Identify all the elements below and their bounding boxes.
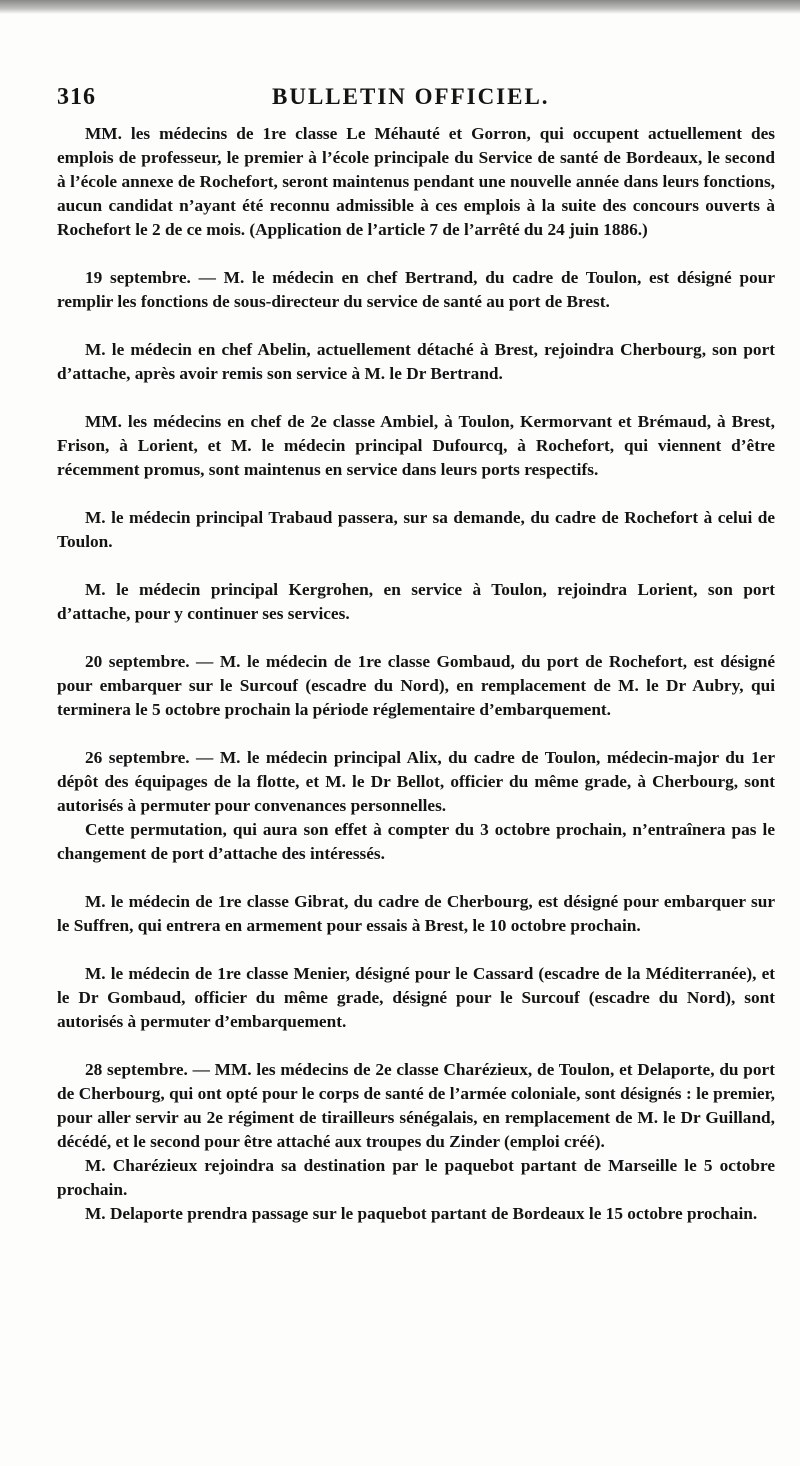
paragraph-charezieux: M. Charézieux rejoindra sa destination par le paquebot partant de Marseille le 5 octobre prochain. — [57, 1156, 775, 1199]
paragraph-19-septembre: 19 septembre. — M. le médecin en chef Bertrand, du cadre de Toulon, est désigné pour remplir les fonctions de sous-directeur du service de santé au port de Brest. — [57, 268, 775, 311]
page-number: 316 — [57, 84, 96, 110]
paragraph-kergrohen: M. le médecin principal Kergrohen, en service à Toulon, rejoindra Lorient, son port d’attache, pour y continuer ses services. — [57, 580, 775, 623]
page-header — [57, 84, 747, 114]
paragraph-professeurs: MM. les médecins de 1re classe Le Méhauté et Gorron, qui occupent actuellement des emplois de professeur, le premier à l’école principale du Service de santé de Bordeaux, le second à l’école annexe de Rochefort, seront maintenus pendant une nouvelle année dans leurs fonctions, aucun candidat n’ayant été reconnu admissible à ces emplois à la suite des concours ouverts à Rochefort le 2 de ce mois. (Application de l’article 7 de l’arrêté du 24 juin 1886.) — [57, 124, 775, 239]
paragraph-20-septembre: 20 septembre. — M. le médecin de 1re classe Gombaud, du port de Rochefort, est désigné pour embarquer sur le Surcouf (escadre du Nord), en remplacement de M. le Dr Aubry, qui terminera le 5 octobre prochain la période réglementaire d’embarquement. — [57, 652, 775, 719]
running-title: BULLETIN OFFICIEL. — [272, 84, 550, 109]
paragraph-menier: M. le médecin de 1re classe Menier, désigné pour le Cassard (escadre de la Méditerranée), et le Dr Gombaud, officier du même grade, désigné pour le Surcouf (escadre du Nord), sont autorisés à permuter d’embarquement. — [57, 964, 775, 1031]
paragraph-permutation: Cette permutation, qui aura son effet à compter du 3 octobre prochain, n’entraînera pas le changement de port d’attache des intéressés. — [57, 820, 775, 863]
paragraph-trabaud: M. le médecin principal Trabaud passera, sur sa demande, du cadre de Rochefort à celui de Toulon. — [57, 508, 775, 551]
paragraph-28-septembre: 28 septembre. — MM. les médecins de 2e classe Charézieux, de Toulon, et Delaporte, du port de Cherbourg, qui ont opté pour le corps de santé de l’armée coloniale, sont désignés : le premier, pour aller servir au 2e régiment de tirailleurs sénégalais, en remplacement de M. le Dr Guilland, décédé, et le second pour être attaché aux troupes du Zinder (emploi créé). — [57, 1060, 775, 1151]
paragraph-26-septembre: 26 septembre. — M. le médecin principal Alix, du cadre de Toulon, médecin-major du 1er dépôt des équipages de la flotte, et M. le Dr Bellot, officier du même grade, à Cherbourg, sont autorisés à permuter pour convenances personnelles. — [57, 748, 775, 815]
paragraph-delaporte: M. Delaporte prendra passage sur le paquebot partant de Bordeaux le 15 octobre prochain. — [85, 1204, 758, 1223]
scan-border — [0, 0, 800, 14]
paragraph-abelin: M. le médecin en chef Abelin, actuellement détaché à Brest, rejoindra Cherbourg, son port d’attache, après avoir remis son service à M. le Dr Bertrand. — [57, 340, 775, 383]
paragraph-gibrat: M. le médecin de 1re classe Gibrat, du cadre de Cherbourg, est désigné pour embarquer sur le Suffren, qui entrera en armement pour essais à Brest, le 10 octobre prochain. — [57, 892, 775, 935]
paragraph-medecins-en-chef: MM. les médecins en chef de 2e classe Ambiel, à Toulon, Kermorvant et Brémaud, à Brest, Frison, à Lorient, et M. le médecin principal Dufourcq, à Rochefort, qui viennent d’être récemment promus, sont maintenus en service dans leurs ports respectifs. — [57, 412, 775, 479]
document-body — [57, 122, 775, 1226]
